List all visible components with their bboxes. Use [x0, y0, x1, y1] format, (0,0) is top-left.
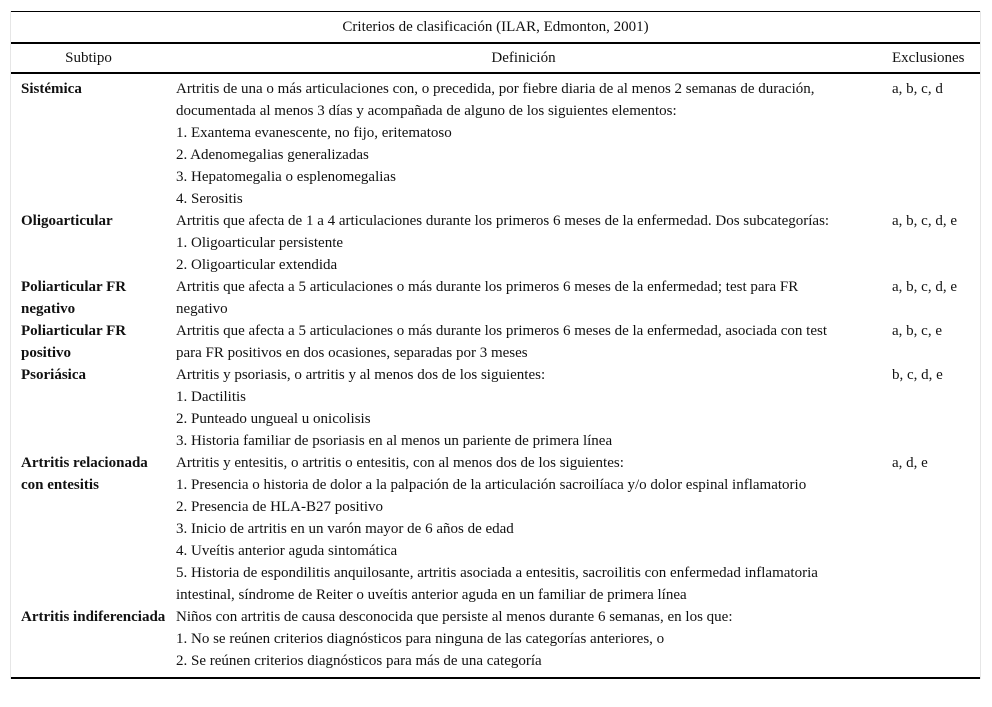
- definition-criterion: 3. Hepatomegalia o esplenomegalias: [176, 169, 396, 185]
- exclusions-cell: a, d, e: [892, 455, 928, 471]
- definition-criterion: 1. Dactilitis: [176, 389, 246, 405]
- definition-criterion: 1. Oligoarticular persistente: [176, 235, 344, 251]
- exclusions-cell: [881, 606, 980, 678]
- definition-criterion: 2. Oligoarticular extendida: [176, 257, 338, 273]
- subtype-cell: Oligoarticular: [21, 213, 113, 229]
- definition-text: Artritis de una o más articulaciones con, o precedida, por fiebre diaria de al menos 2 semanas de duración, documentada al menos 3 días y acompañada de alguno de los siguientes elementos:: [176, 81, 815, 119]
- exclusions-cell: a, b, c, e: [892, 323, 942, 339]
- table-row: [11, 320, 980, 364]
- subtype-cell: Poliarticular FR positivo: [21, 323, 127, 361]
- subtype-cell: Poliarticular FR negativo: [21, 279, 127, 317]
- header-subtype: Subtipo: [11, 43, 166, 73]
- definition-cell: [166, 452, 881, 606]
- definition-criterion: 2. Adenomegalias generalizadas: [176, 147, 369, 163]
- exclusions-cell: b, c, d, e: [892, 367, 943, 383]
- table-body: [11, 73, 980, 678]
- definition-criterion: 1. No se reúnen criterios diagnósticos para ninguna de las categorías anteriores, o: [176, 631, 665, 647]
- subtype-cell: Psoriásica: [21, 367, 86, 383]
- definition-cell: [166, 320, 881, 364]
- definition-cell: [166, 73, 881, 210]
- definition-text: Artritis que afecta a 5 articulaciones o más durante los primeros 6 meses de la enfermedad; test para FR negativo: [176, 279, 799, 317]
- definition-criterion: 4. Uveítis anterior aguda sintomática: [176, 543, 398, 559]
- definition-criterion: 3. Historia familiar de psoriasis en al menos un pariente de primera línea: [176, 433, 613, 449]
- definition-cell: [166, 606, 881, 678]
- table-caption-row: [11, 12, 980, 44]
- exclusions-cell: a, b, c, d: [892, 81, 943, 97]
- definition-cell: [166, 276, 881, 320]
- subtype-cell: Artritis indiferenciada: [11, 606, 166, 678]
- definition-text: Artritis y psoriasis, o artritis y al menos dos de los siguientes:: [176, 367, 546, 383]
- header-definition: Definición: [166, 43, 881, 73]
- header-exclusions: Exclusiones: [881, 43, 980, 73]
- table-row: [11, 452, 980, 606]
- definition-criterion: 5. Historia de espondilitis anquilosante, artritis asociada a entesitis, sacroilitis con enfermedad inflamatoria intestinal, síndrome de Reiter o uveítis anterior aguda en un familiar de primera línea: [176, 565, 818, 603]
- definition-text: Artritis y entesitis, o artritis o entesitis, con al menos dos de los siguientes:: [176, 455, 624, 471]
- exclusions-cell: a, b, c, d, e: [892, 279, 957, 295]
- definition-criterion: 1. Exantema evanescente, no fijo, eritematoso: [176, 125, 452, 141]
- table-caption: Criterios de clasificación (ILAR, Edmonton, 2001): [11, 12, 980, 44]
- table-row: [11, 210, 980, 276]
- definition-criterion: 2. Se reúnen criterios diagnósticos para más de una categoría: [176, 653, 542, 669]
- definition-text: Artritis que afecta a 5 articulaciones o más durante los primeros 6 meses de la enfermedad, asociada con test para FR positivos en dos ocasiones, separadas por 3 meses: [176, 323, 827, 361]
- table-row: [11, 73, 980, 210]
- definition-text: Niños con artritis de causa desconocida que persiste al menos durante 6 semanas, en los que:: [176, 609, 733, 625]
- definition-cell: [166, 364, 881, 452]
- table-row: [11, 276, 980, 320]
- definition-criterion: 2. Punteado ungueal u onicolisis: [176, 411, 371, 427]
- definition-criterion: 4. Serositis: [176, 191, 243, 207]
- table-row: [11, 606, 980, 678]
- classification-table: [11, 11, 980, 679]
- subtype-cell: Artritis relacionada con entesitis: [21, 455, 148, 493]
- classification-table-container: [10, 11, 981, 679]
- definition-text: Artritis que afecta de 1 a 4 articulaciones durante los primeros 6 meses de la enfermedad. Dos subcategorías:: [176, 213, 830, 229]
- table-row: [11, 364, 980, 452]
- definition-criterion: 1. Presencia o historia de dolor a la palpación de la articulación sacroilíaca y/o dolor espinal inflamatorio: [176, 477, 807, 493]
- subtype-cell: Sistémica: [21, 81, 82, 97]
- definition-criterion: 2. Presencia de HLA-B27 positivo: [176, 499, 384, 515]
- definition-cell: [166, 210, 881, 276]
- exclusions-cell: a, b, c, d, e: [892, 213, 957, 229]
- table-header-row: [11, 43, 980, 73]
- definition-criterion: 3. Inicio de artritis en un varón mayor de 6 años de edad: [176, 521, 514, 537]
